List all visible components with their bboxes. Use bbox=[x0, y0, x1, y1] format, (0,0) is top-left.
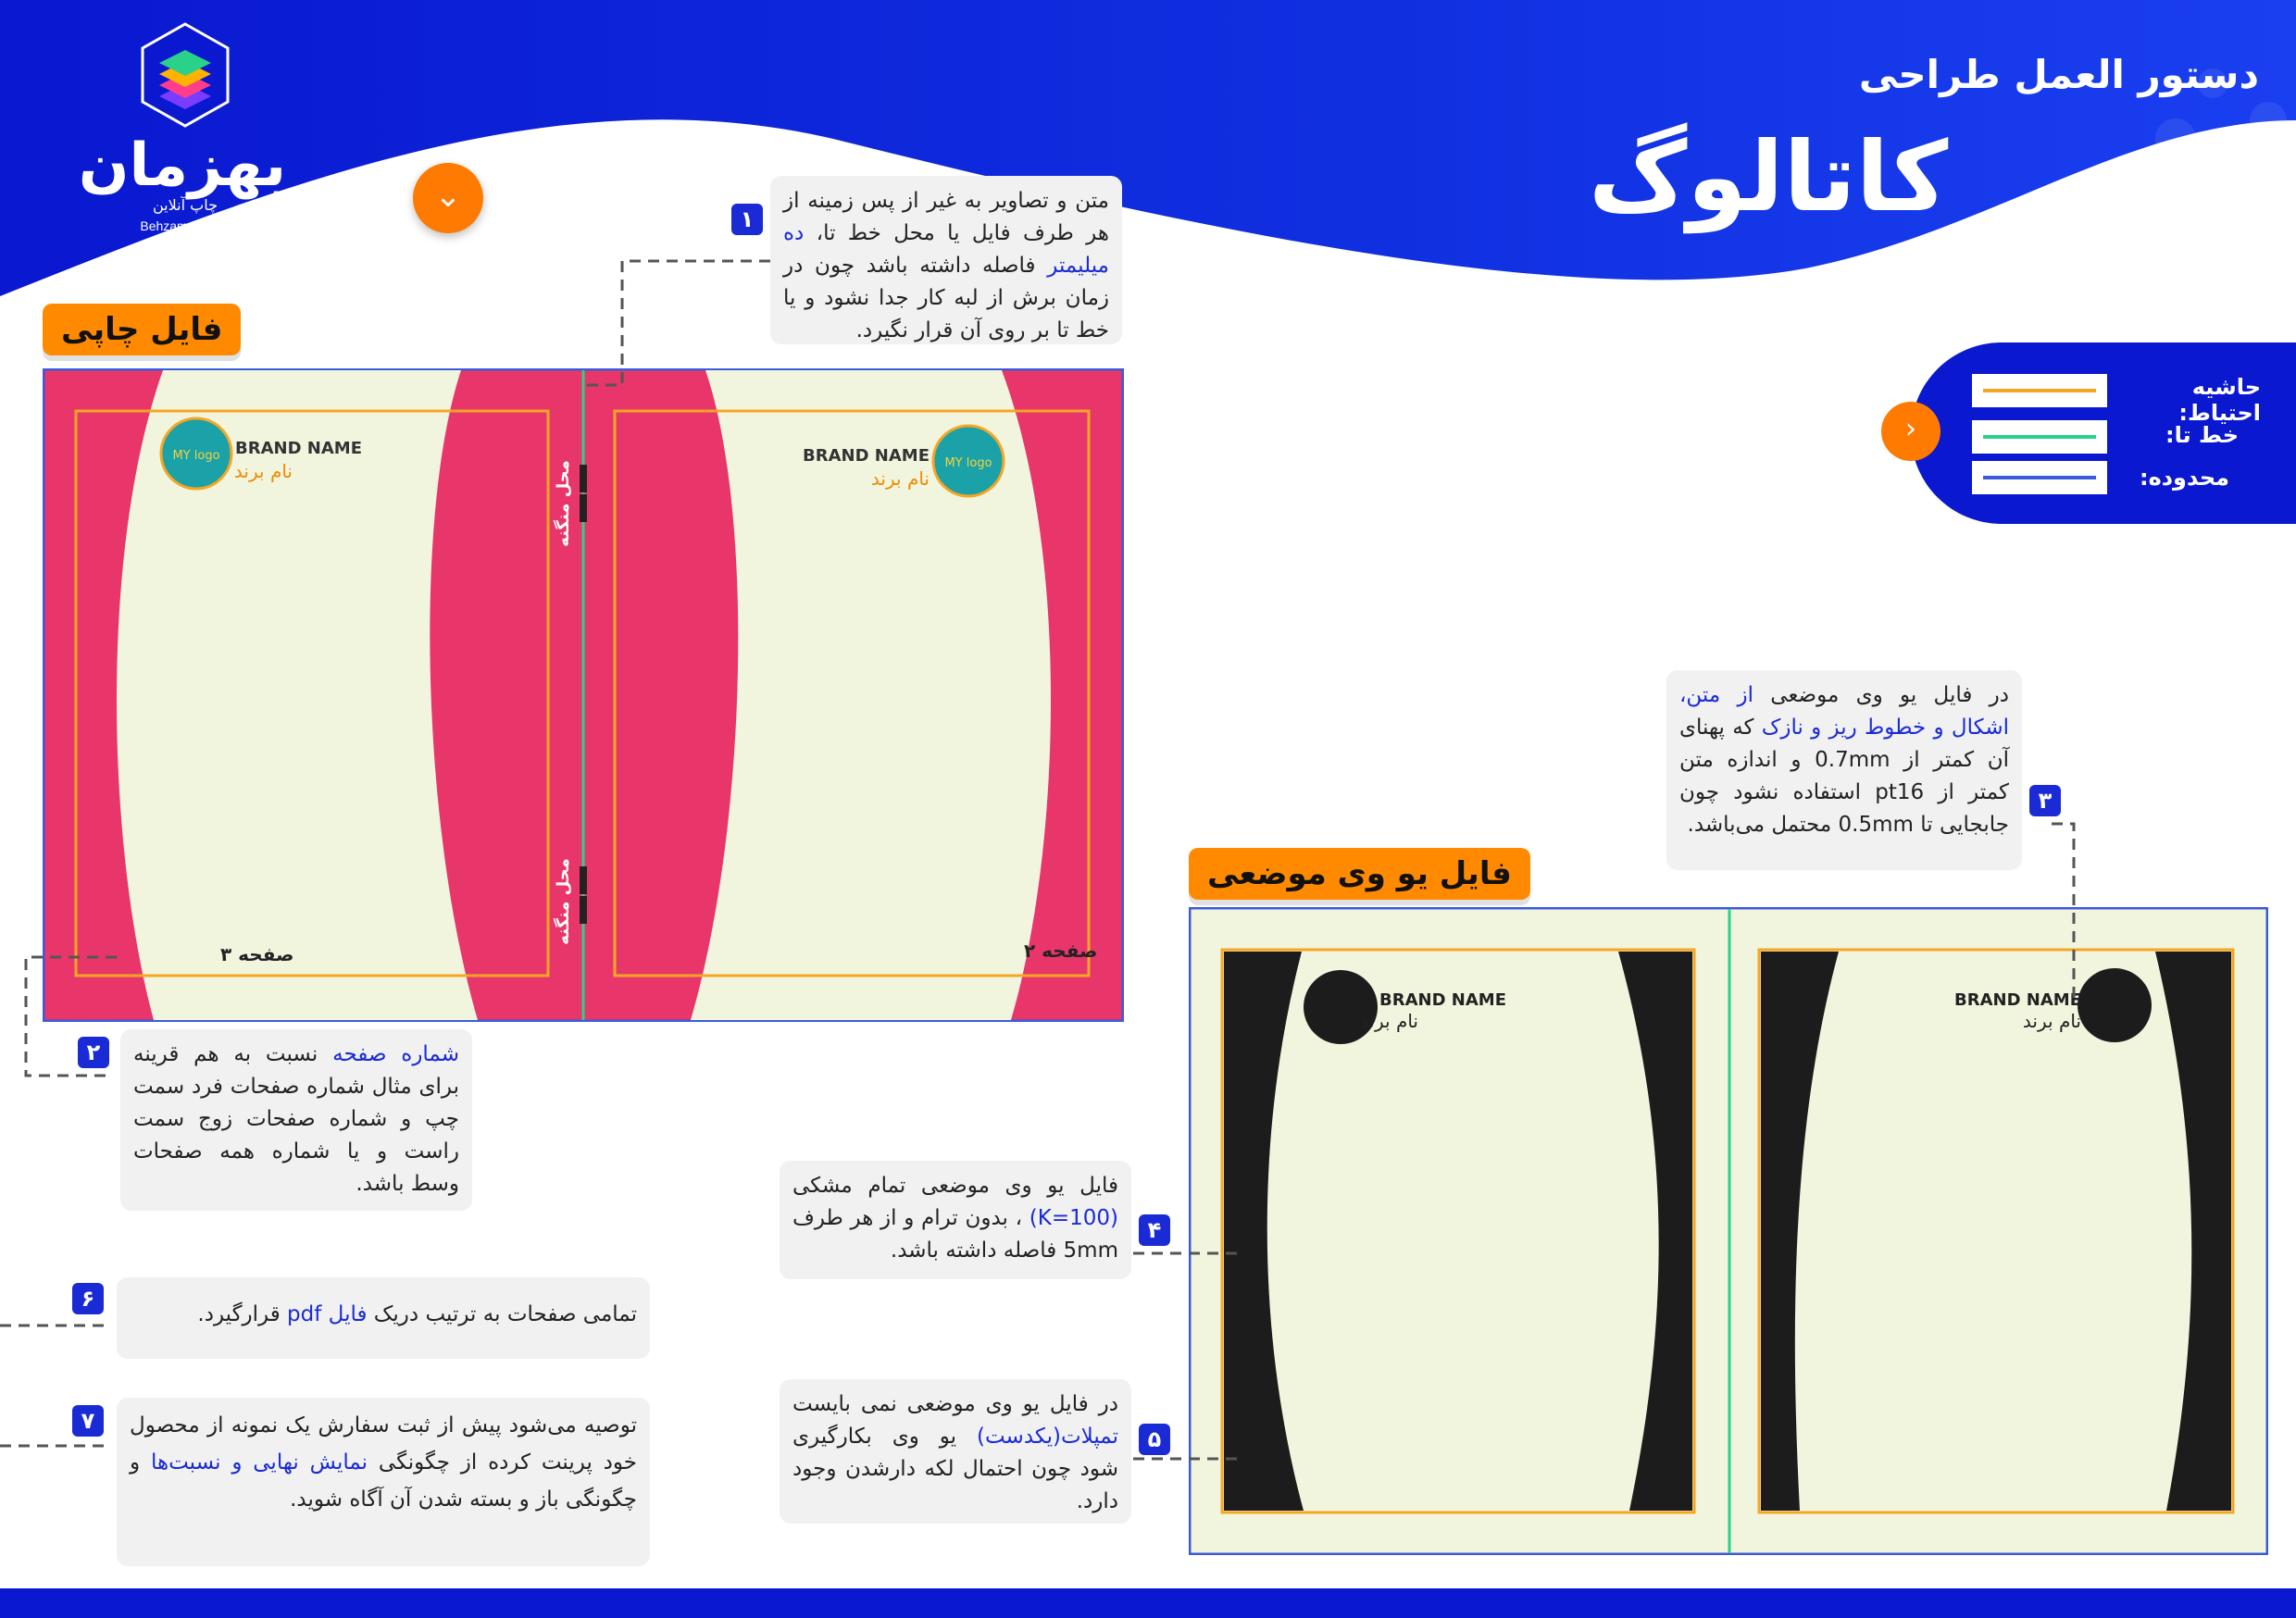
brand-tagline: چاپ آنلاین bbox=[153, 196, 218, 214]
connector-note-1 bbox=[583, 261, 770, 385]
chevron-down-icon: ⌄ bbox=[434, 178, 462, 215]
note-2-highlight: شماره صفحه bbox=[332, 1042, 460, 1066]
note-3-highlight: از متن، اشکال و خطوط ریز و نازک bbox=[1679, 683, 2010, 740]
right-logo-text: MY logo bbox=[944, 456, 992, 470]
uv-file-tag: فایل یو وی موضعی bbox=[1189, 848, 1530, 900]
note-5-text-b: یو وی بکارگیری شود چون احتمال لکه دارشدن وجود دارد. bbox=[792, 1425, 1118, 1513]
left-brand-name-fa: نام برند bbox=[233, 460, 293, 482]
note-7 bbox=[117, 1398, 650, 1566]
legend-safe-margin-label: حاشیه احتیاط: bbox=[2178, 374, 2261, 426]
print-file-tag: فایل چاپی bbox=[43, 304, 241, 355]
note-6-number: ۶ bbox=[72, 1283, 104, 1314]
document-subtitle: دستور العمل طراحی bbox=[1858, 52, 2259, 97]
note-7-text-a: توصیه می‌شود پیش از ثبت سفارش یک نمونه از محصول خود پرینت کرده از چگونگی bbox=[130, 1413, 638, 1475]
note-4-text-b: ، بدون ترام و از هر طرف 5mm فاصله داشته باشد. bbox=[792, 1206, 1118, 1263]
note-5-highlight: تمپلات(یکدست) bbox=[977, 1425, 1118, 1449]
staple-label-top: محل منگنه bbox=[554, 460, 573, 547]
right-brand-name-fa: نام برند bbox=[870, 467, 930, 490]
right-page-number: صفحه ۲ bbox=[1024, 940, 1098, 962]
legend-area-label: محدوده: bbox=[2139, 465, 2229, 491]
note-6-text-b: قرارگیرد. bbox=[197, 1302, 281, 1326]
note-6-highlight: فایل pdf bbox=[287, 1302, 368, 1326]
connector-note-3 bbox=[2052, 824, 2074, 1000]
right-brand-name: BRAND NAME bbox=[803, 446, 930, 466]
brand-url: Behzaman.com bbox=[140, 218, 231, 233]
note-1-number: ۱ bbox=[731, 204, 763, 235]
uv-left-brand-name-fa: نام برند bbox=[1359, 1010, 1418, 1032]
uv-left-brand-name: BRAND NAME bbox=[1379, 990, 1506, 1010]
note-3-text-b: که پهنای آن کمتر از 0.7mm و اندازه متن کمتر از pt16 استفاده نشود چون جابجایی تا 0.5mm محتمل می‌باشد. bbox=[1679, 716, 2009, 837]
note-7-number: ۷ bbox=[72, 1405, 104, 1437]
note-2-text: نسبت به هم قرینه برای مثال شماره صفحات فرد سمت چپ و شماره صفحات زوج سمت راست و یا شماره همه صفحات وسط باشد. bbox=[133, 1042, 459, 1196]
note-3-number: ۳ bbox=[2029, 785, 2061, 816]
uv-right-brand-name: BRAND NAME bbox=[1954, 990, 2081, 1010]
footer-bar bbox=[0, 1588, 2296, 1618]
note-2-number: ۲ bbox=[78, 1037, 109, 1068]
note-4-highlight: (K=100) bbox=[1029, 1206, 1118, 1230]
legend-fold-line-label: خط تا: bbox=[2165, 422, 2239, 448]
note-3-text-a: در فایل یو وی موضعی bbox=[1770, 683, 2010, 707]
chevron-right-icon: › bbox=[1905, 413, 1916, 445]
uv-right-brand-name-fa: نام برند bbox=[2022, 1010, 2081, 1032]
left-page-number: صفحه ۳ bbox=[220, 943, 294, 965]
note-1-highlight: ده میلیمتر bbox=[783, 221, 1109, 278]
note-7-text-b: و چگونگی باز و بسته شدن آن آگاه شوید. bbox=[130, 1450, 637, 1512]
note-4 bbox=[780, 1161, 1131, 1279]
note-1-text-b: فاصله داشته باشد چون در زمان برش از لبه کار جدا نشود و یا خط تا بر روی آن قرار نگیرد. bbox=[783, 254, 1109, 342]
note-7-highlight: نمایش نهایی و نسبت‌ها bbox=[150, 1450, 368, 1475]
note-6 bbox=[117, 1277, 650, 1359]
note-5-text-a: در فایل یو وی موضعی نمی بایست bbox=[792, 1392, 1118, 1416]
note-2 bbox=[120, 1029, 472, 1211]
note-4-number: ۴ bbox=[1139, 1214, 1170, 1246]
page-title: کاتالوگ bbox=[1588, 120, 1949, 233]
left-brand-name: BRAND NAME bbox=[235, 439, 362, 458]
staple-label-bottom: محل منگنه bbox=[554, 858, 573, 945]
note-6-text-a: تمامی صفحات به ترتیب دریک bbox=[373, 1302, 637, 1326]
note-1-text-a: متن و تصاویر به غیر از پس زمینه از هر طرف فایل یا محل خط تا، bbox=[783, 189, 1109, 245]
note-4-text-a: فایل یو وی موضعی تمام مشکی bbox=[792, 1174, 1118, 1198]
note-5-number: ۵ bbox=[1139, 1424, 1170, 1455]
brand-wordmark: بهزمان bbox=[78, 131, 287, 200]
note-3 bbox=[1666, 670, 2022, 870]
note-5 bbox=[780, 1379, 1131, 1524]
note-1 bbox=[770, 176, 1122, 344]
left-logo-text: MY logo bbox=[172, 449, 220, 463]
